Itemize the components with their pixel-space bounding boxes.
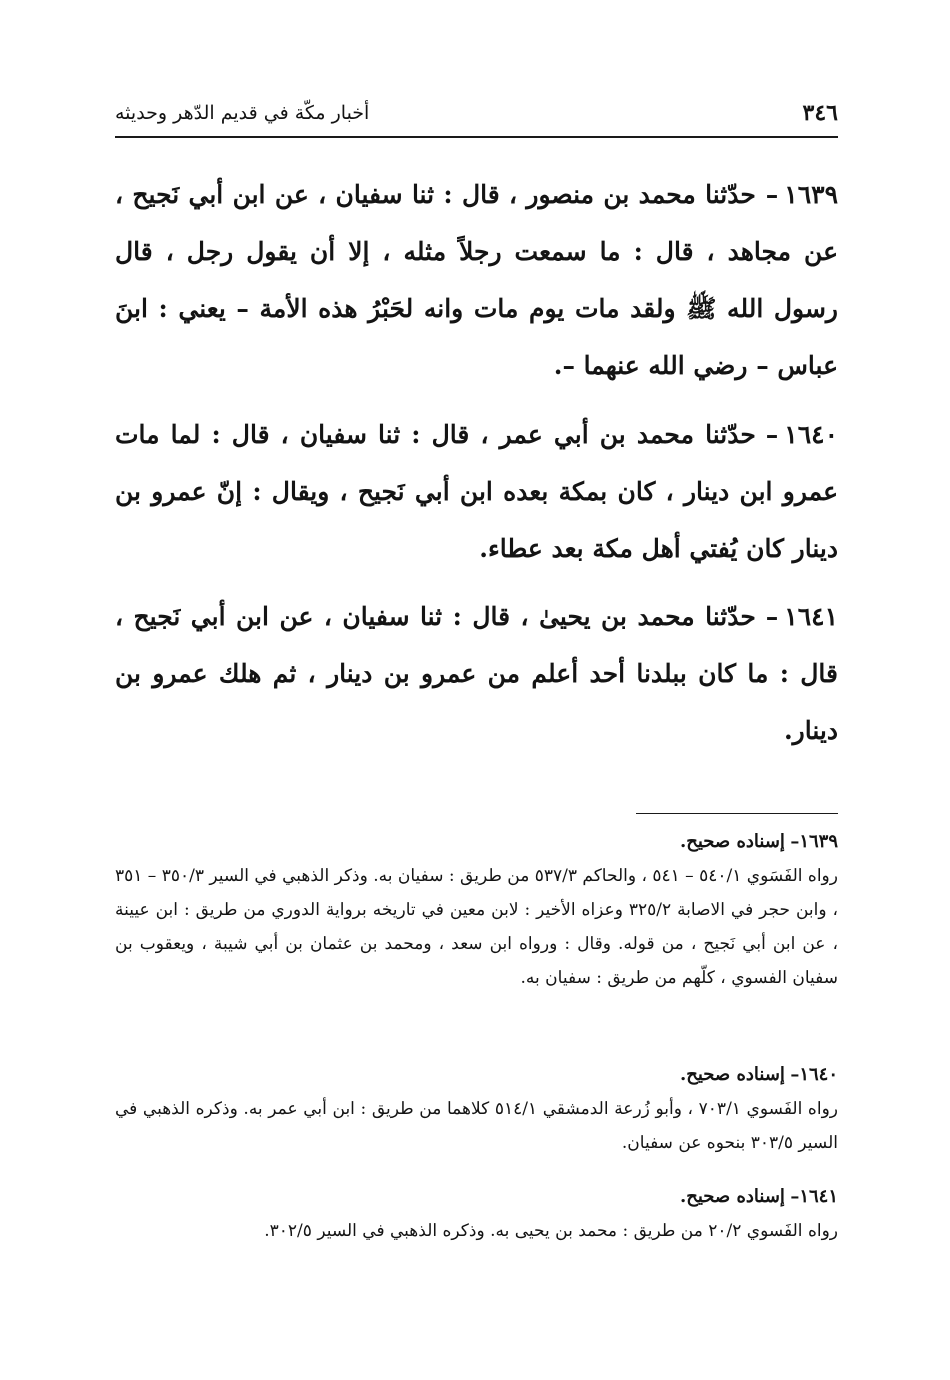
entry-text: حدّثنا محمد بن أبي عمر ، قال : ثنا سفيان ، قال : لما مات عمرو ابن دينار ، كان بمكة بعده ابن أبي نَجيح ، ويقال : إنّ عمرو بن دينار كان يُفتي أهل مكة بعد عطاء.: [115, 420, 838, 563]
hadith-entry: [115, 588, 838, 759]
entry-text: حدّثنا محمد بن يحيىٰ ، قال : ثنا سفيان ، عن ابن أبي نَجيح ، قال : ما كان ببلدنا أحد أعلم من عمرو بن دينار ، ثم هلك عمرو بن دينار.: [115, 602, 838, 745]
page-header: [115, 96, 838, 138]
entry-text: حدّثنا محمد بن منصور ، قال : ثنا سفيان ، عن ابن أبي نَجيح ، عن مجاهد ، قال : ما سمعت رجلاً مثله ، إلا أن يقول رجل ، قال رسول الله ﷺ ولقد مات يوم مات وانه لحَبْرُ هذه الأمة – يعني : ابنَ عباس – رضي الله عنهما –.: [115, 180, 838, 380]
hadith-entry: [115, 406, 838, 577]
footnote-number: ١٦٣٩–: [790, 831, 838, 852]
page-number: ٣٤٦: [802, 100, 838, 126]
footnote-body: رواه الفَسَوي ٥٤٠/١ – ٥٤١ ، والحاكم ٥٣٧/٣ من طريق : سفيان به. وذكر الذهبي في السير ٣٥٠/٣ – ٣٥١ ، وابن حجر في الاصابة ٣٢٥/٢ وعزاه الأخير : لابن معين في تاريخه برواية الدوري من طريق : ابن عيينة ، عن ابن أبي نَجيح ، من قوله. وقال : ورواه ابن سعد ، ومحمد بن عثمان بن أبي شيبة ، ويعقوب بن سفيان الفسوي ، كلّهم من طريق : سفيان به.: [115, 866, 838, 988]
hadith-entry: [115, 166, 838, 394]
footnote-heading: إسناده صحيح.: [679, 831, 785, 852]
footnote-number: ١٦٤٠–: [790, 1064, 838, 1085]
entry-dash: –: [765, 602, 779, 631]
entry-number: ١٦٤١: [784, 602, 838, 631]
footnote-body: رواه الفَسوي ٧٠٣/١ ، وأبو زُرعة الدمشقي ٥١٤/١ كلاهما من طريق : ابن أبي عمر به. وذكره الذهبي في السير ٣٠٣/٥ بنحوه عن سفيان.: [115, 1099, 838, 1153]
running-title: أخبار مكّة في قديم الدّهر وحديثه: [115, 102, 370, 124]
footnote-number: ١٦٤١–: [790, 1186, 838, 1207]
footnote-divider: [636, 813, 838, 814]
entry-dash: –: [765, 420, 779, 449]
footnote: [115, 1180, 838, 1248]
footnote-heading: إسناده صحيح.: [679, 1064, 785, 1085]
footnote: [115, 1058, 838, 1160]
entry-number: ١٦٤٠: [784, 420, 838, 449]
footnote-body: رواه الفَسوي ٢٠/٢ من طريق : محمد بن يحيى به. وذكره الذهبي في السير ٣٠٢/٥.: [264, 1221, 838, 1241]
entry-number: ١٦٣٩: [784, 180, 838, 209]
footnote: [115, 825, 838, 995]
footnote-heading: إسناده صحيح.: [679, 1186, 785, 1207]
entry-dash: –: [765, 180, 779, 209]
